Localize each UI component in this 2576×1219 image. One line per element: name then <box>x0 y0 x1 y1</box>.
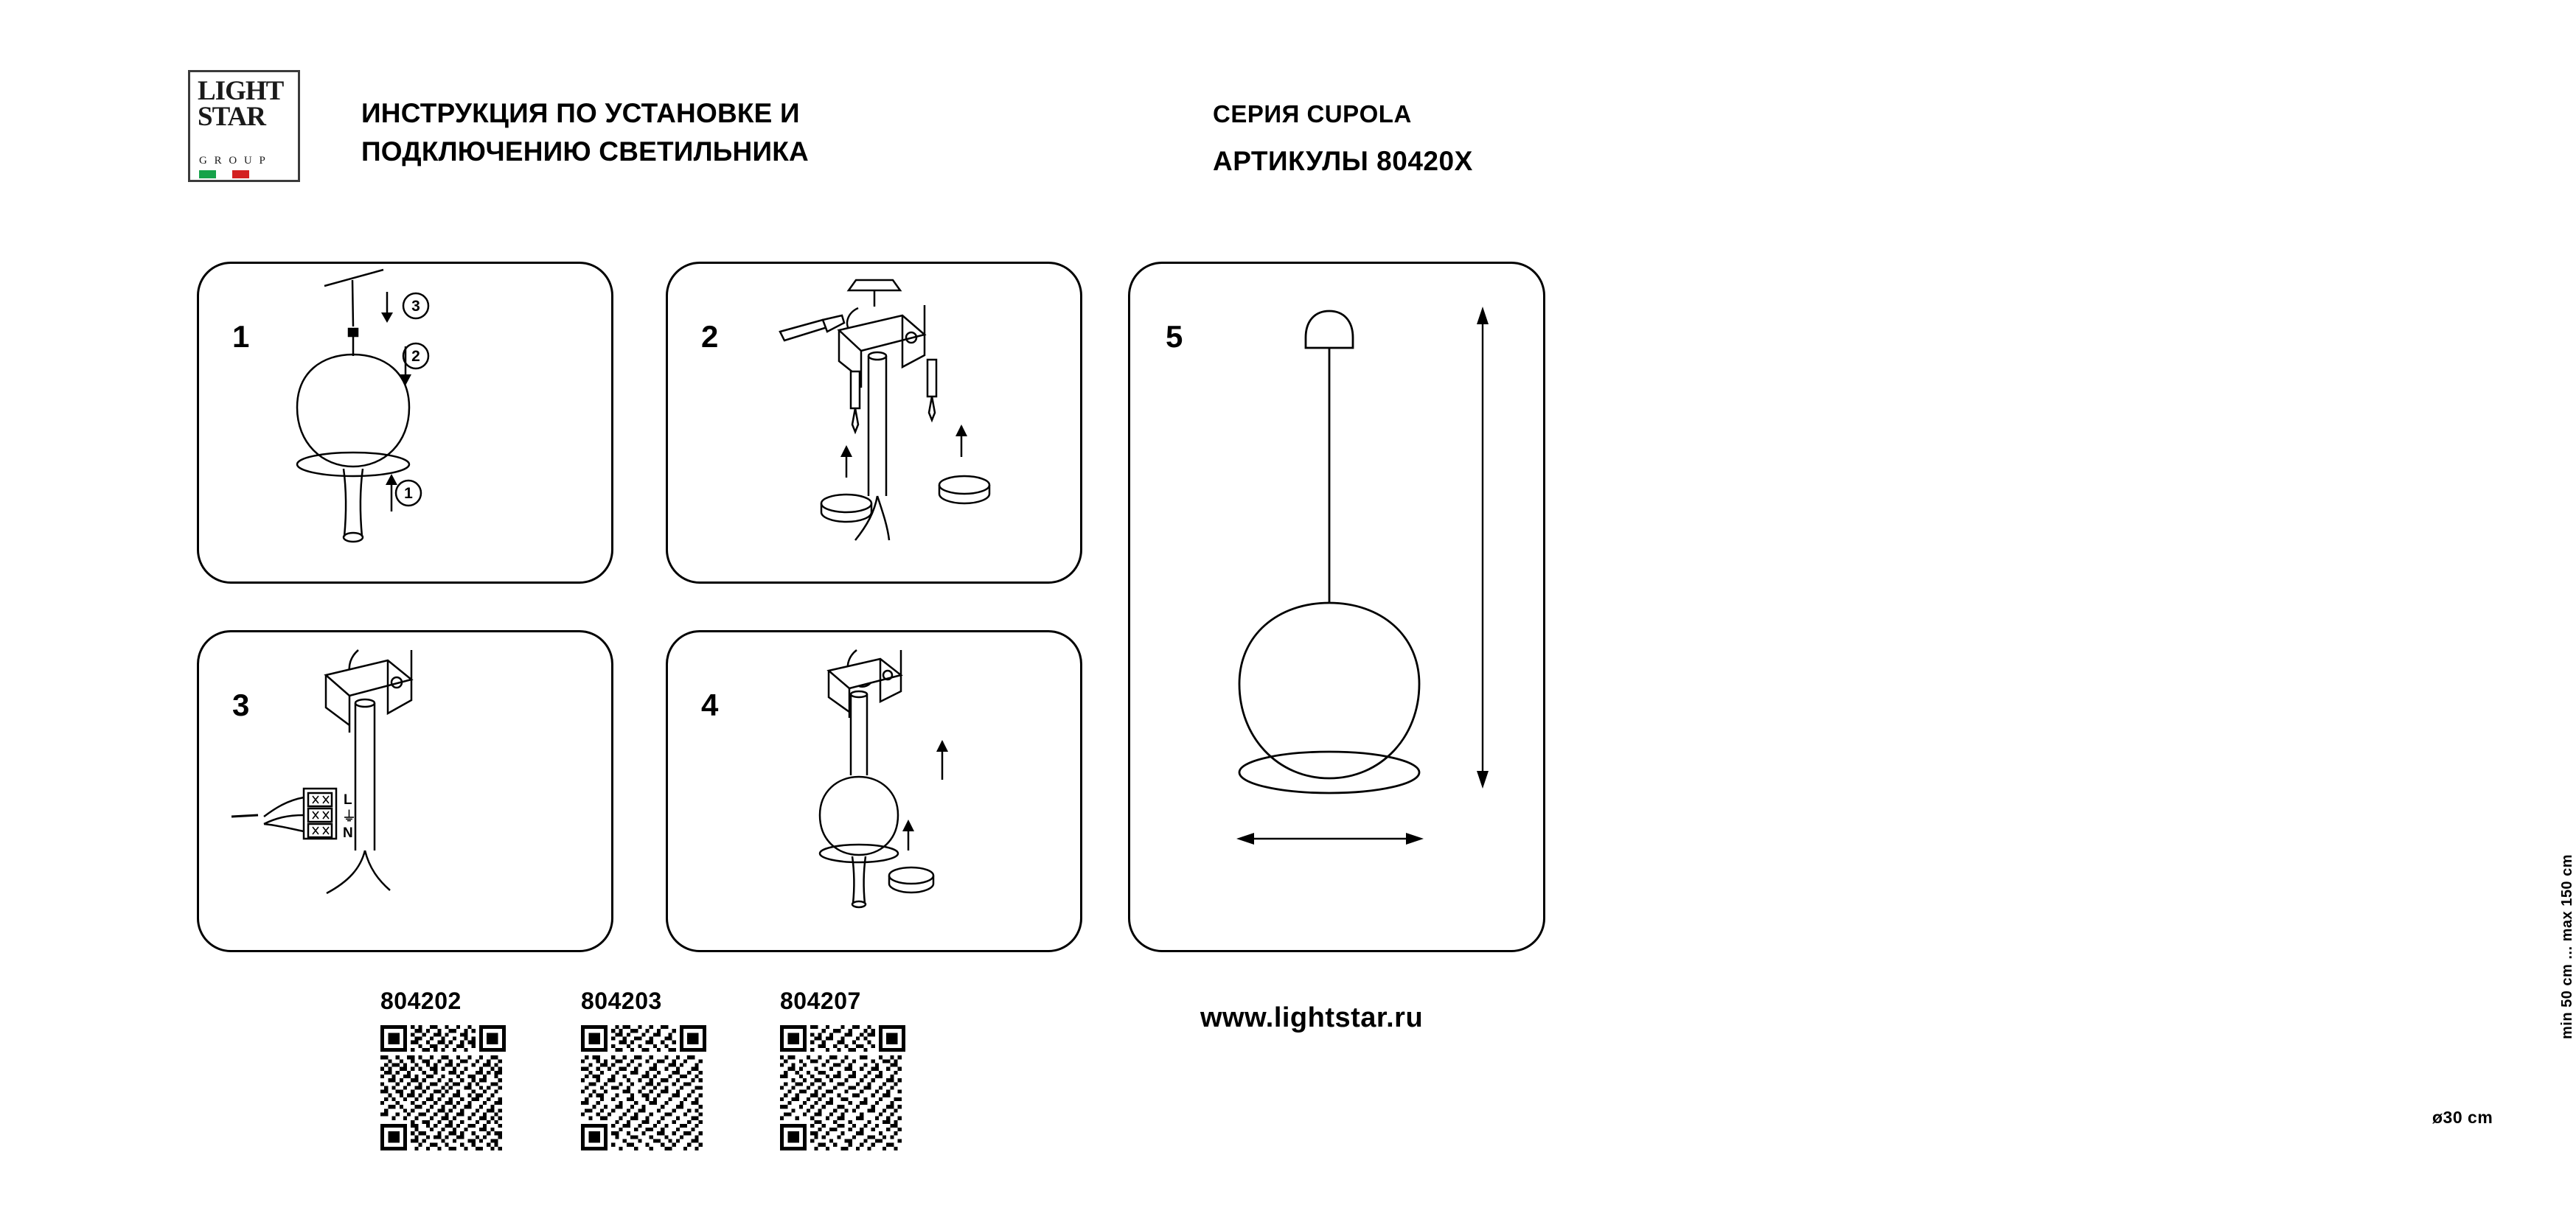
callout-2-label: 2 <box>411 348 420 365</box>
callout-3-label: 3 <box>411 298 420 315</box>
step-panel-2 <box>666 262 1082 584</box>
step-number-3: 3 <box>232 688 250 722</box>
step-number-1: 1 <box>232 319 250 354</box>
series-label: СЕРИЯ CUPOLA <box>1213 100 1412 128</box>
step-number-2: 2 <box>701 319 719 354</box>
page-header <box>0 0 1724 221</box>
articles-label: АРТИКУЛЫ 80420X <box>1213 146 1473 176</box>
step-5-illustration <box>1130 264 1548 954</box>
step-4-illustration <box>668 632 1085 954</box>
qr-label-804207: 804207 <box>780 988 861 1014</box>
page-title <box>361 94 995 171</box>
qr-label-804202: 804202 <box>380 988 462 1014</box>
step-1-illustration <box>199 264 616 586</box>
step-number-5: 5 <box>1166 319 1183 354</box>
qr-block-804207 <box>780 988 905 1150</box>
qr-block-804202 <box>380 988 506 1150</box>
qr-code-804202[interactable] <box>380 1025 506 1150</box>
step-panel-1 <box>197 262 613 584</box>
page-title-line-2: ПОДКЛЮЧЕНИЮ СВЕТИЛЬНИКА <box>361 136 809 167</box>
step-number-4: 4 <box>701 688 719 722</box>
diameter-dimension-label: ø30 cm <box>2432 1108 2493 1127</box>
qr-block-804203 <box>581 988 706 1150</box>
terminal-label-N: N <box>343 825 353 841</box>
step-panel-3 <box>197 630 613 952</box>
height-dimension-label: min 50 cm ... max 150 cm <box>2559 853 2575 1039</box>
qr-code-804203[interactable] <box>581 1025 706 1150</box>
terminal-label-L: L <box>344 792 352 808</box>
step-panel-4 <box>666 630 1082 952</box>
qr-label-804203: 804203 <box>581 988 662 1014</box>
logo-line-1: LIGHT <box>198 76 284 106</box>
brand-logo <box>188 70 300 182</box>
logo-group-text: G R O U P <box>199 155 268 167</box>
callout-1-label: 1 <box>404 485 413 502</box>
qr-code-804207[interactable] <box>780 1025 905 1150</box>
website-url[interactable]: www.lightstar.ru <box>1200 1002 1424 1033</box>
step-3-illustration <box>199 632 616 954</box>
italian-flag-icon <box>199 170 249 178</box>
page-title-line-1: ИНСТРУКЦИЯ ПО УСТАНОВКЕ И <box>361 98 800 128</box>
terminal-label-earth: ⏚ <box>342 809 357 825</box>
step-2-illustration <box>668 264 1085 586</box>
logo-line-2: STAR <box>198 102 265 132</box>
logo-wordmark <box>198 78 283 130</box>
